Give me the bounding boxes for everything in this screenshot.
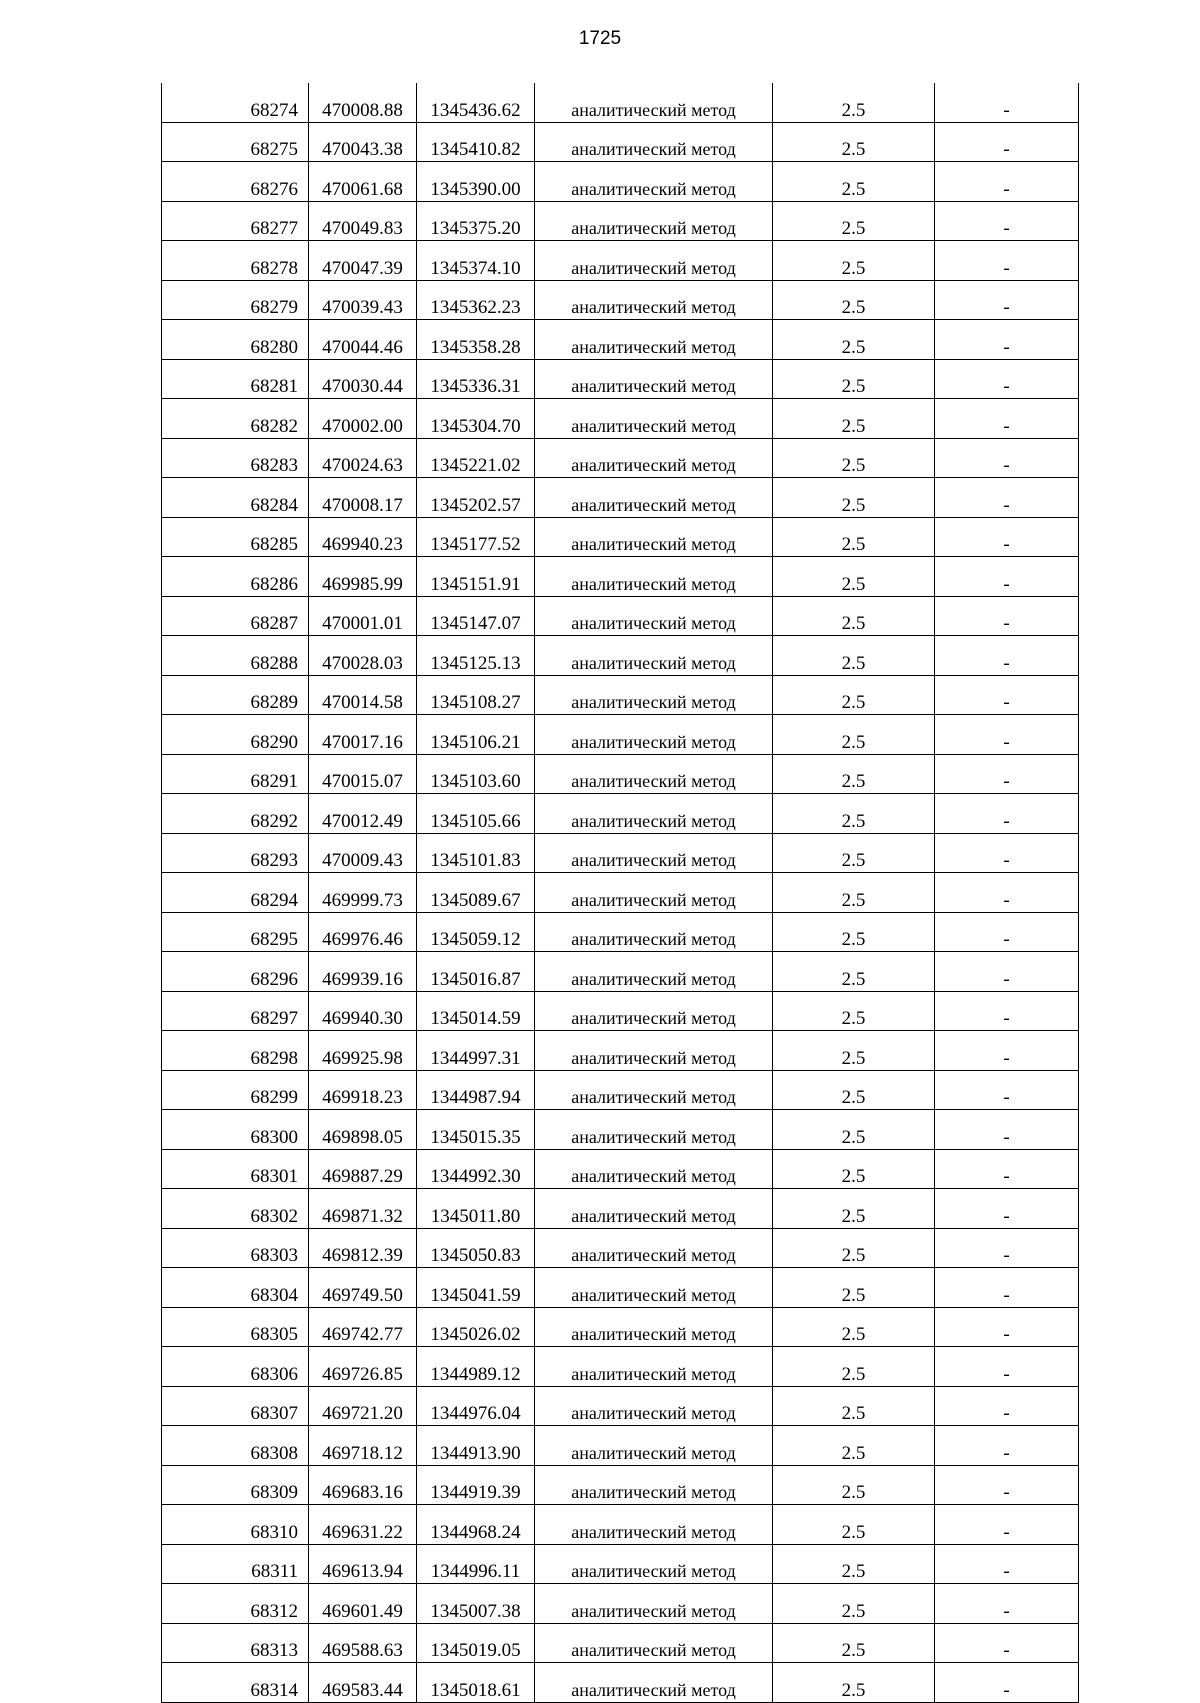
table-row (162, 557, 1079, 597)
y-coordinate-cell: 1345147.07 (417, 596, 535, 636)
note-cell: - (935, 1189, 1079, 1229)
table-row (162, 1189, 1079, 1229)
accuracy-cell: 2.5 (773, 162, 935, 202)
accuracy-cell: 2.5 (773, 1465, 935, 1505)
accuracy-cell: 2.5 (773, 320, 935, 360)
accuracy-cell: 2.5 (773, 1110, 935, 1150)
x-coordinate-cell: 470061.68 (309, 162, 417, 202)
table-row (162, 201, 1079, 241)
method-cell: аналитический метод (535, 1426, 773, 1466)
x-coordinate-cell: 470047.39 (309, 241, 417, 281)
accuracy-cell: 2.5 (773, 794, 935, 834)
accuracy-cell: 2.5 (773, 636, 935, 676)
x-coordinate-cell: 469726.85 (309, 1347, 417, 1387)
table-row (162, 873, 1079, 913)
x-coordinate-cell: 469613.94 (309, 1544, 417, 1584)
coordinates-table (161, 83, 1079, 1703)
method-cell: аналитический метод (535, 1110, 773, 1150)
accuracy-cell: 2.5 (773, 873, 935, 913)
y-coordinate-cell: 1345016.87 (417, 952, 535, 992)
y-coordinate-cell: 1345011.80 (417, 1189, 535, 1229)
y-coordinate-cell: 1345050.83 (417, 1228, 535, 1268)
point-number-cell: 68286 (162, 557, 309, 597)
method-cell: аналитический метод (535, 596, 773, 636)
accuracy-cell: 2.5 (773, 952, 935, 992)
x-coordinate-cell: 469683.16 (309, 1465, 417, 1505)
x-coordinate-cell: 469812.39 (309, 1228, 417, 1268)
y-coordinate-cell: 1345436.62 (417, 83, 535, 122)
y-coordinate-cell: 1345041.59 (417, 1268, 535, 1308)
table-row (162, 675, 1079, 715)
point-number-cell: 68303 (162, 1228, 309, 1268)
point-number-cell: 68312 (162, 1584, 309, 1624)
table-row (162, 320, 1079, 360)
table-row (162, 1347, 1079, 1387)
accuracy-cell: 2.5 (773, 833, 935, 873)
table-row (162, 754, 1079, 794)
accuracy-cell: 2.5 (773, 1544, 935, 1584)
x-coordinate-cell: 469918.23 (309, 1070, 417, 1110)
note-cell: - (935, 399, 1079, 439)
method-cell: аналитический метод (535, 833, 773, 873)
point-number-cell: 68299 (162, 1070, 309, 1110)
accuracy-cell: 2.5 (773, 1584, 935, 1624)
point-number-cell: 68304 (162, 1268, 309, 1308)
note-cell: - (935, 715, 1079, 755)
table-row (162, 1307, 1079, 1347)
point-number-cell: 68280 (162, 320, 309, 360)
note-cell: - (935, 280, 1079, 320)
table-row (162, 1228, 1079, 1268)
table-row (162, 1505, 1079, 1545)
point-number-cell: 68309 (162, 1465, 309, 1505)
accuracy-cell: 2.5 (773, 122, 935, 162)
y-coordinate-cell: 1345390.00 (417, 162, 535, 202)
point-number-cell: 68288 (162, 636, 309, 676)
table-row (162, 280, 1079, 320)
point-number-cell: 68298 (162, 1031, 309, 1071)
note-cell: - (935, 162, 1079, 202)
method-cell: аналитический метод (535, 1623, 773, 1663)
method-cell: аналитический метод (535, 912, 773, 952)
point-number-cell: 68276 (162, 162, 309, 202)
x-coordinate-cell: 469887.29 (309, 1149, 417, 1189)
note-cell: - (935, 1544, 1079, 1584)
note-cell: - (935, 1426, 1079, 1466)
note-cell: - (935, 438, 1079, 478)
method-cell: аналитический метод (535, 1347, 773, 1387)
accuracy-cell: 2.5 (773, 201, 935, 241)
note-cell: - (935, 952, 1079, 992)
point-number-cell: 68279 (162, 280, 309, 320)
note-cell: - (935, 833, 1079, 873)
table-row (162, 833, 1079, 873)
x-coordinate-cell: 469999.73 (309, 873, 417, 913)
table-row (162, 162, 1079, 202)
y-coordinate-cell: 1345019.05 (417, 1623, 535, 1663)
accuracy-cell: 2.5 (773, 359, 935, 399)
y-coordinate-cell: 1345374.10 (417, 241, 535, 281)
accuracy-cell: 2.5 (773, 557, 935, 597)
method-cell: аналитический метод (535, 83, 773, 122)
accuracy-cell: 2.5 (773, 1663, 935, 1703)
y-coordinate-cell: 1345221.02 (417, 438, 535, 478)
note-cell: - (935, 1110, 1079, 1150)
table-row (162, 1663, 1079, 1703)
table-row (162, 1465, 1079, 1505)
table-row (162, 1031, 1079, 1071)
accuracy-cell: 2.5 (773, 1386, 935, 1426)
note-cell: - (935, 1663, 1079, 1703)
y-coordinate-cell: 1344987.94 (417, 1070, 535, 1110)
accuracy-cell: 2.5 (773, 675, 935, 715)
accuracy-cell: 2.5 (773, 1307, 935, 1347)
point-number-cell: 68278 (162, 241, 309, 281)
method-cell: аналитический метод (535, 675, 773, 715)
x-coordinate-cell: 469939.16 (309, 952, 417, 992)
point-number-cell: 68307 (162, 1386, 309, 1426)
table-row (162, 1149, 1079, 1189)
y-coordinate-cell: 1345108.27 (417, 675, 535, 715)
method-cell: аналитический метод (535, 399, 773, 439)
table-row (162, 1110, 1079, 1150)
method-cell: аналитический метод (535, 122, 773, 162)
note-cell: - (935, 1623, 1079, 1663)
method-cell: аналитический метод (535, 1465, 773, 1505)
note-cell: - (935, 320, 1079, 360)
accuracy-cell: 2.5 (773, 1070, 935, 1110)
method-cell: аналитический метод (535, 1149, 773, 1189)
point-number-cell: 68291 (162, 754, 309, 794)
note-cell: - (935, 122, 1079, 162)
accuracy-cell: 2.5 (773, 478, 935, 518)
point-number-cell: 68295 (162, 912, 309, 952)
x-coordinate-cell: 469718.12 (309, 1426, 417, 1466)
y-coordinate-cell: 1345362.23 (417, 280, 535, 320)
table-row (162, 952, 1079, 992)
y-coordinate-cell: 1345202.57 (417, 478, 535, 518)
accuracy-cell: 2.5 (773, 1228, 935, 1268)
note-cell: - (935, 794, 1079, 834)
note-cell: - (935, 241, 1079, 281)
method-cell: аналитический метод (535, 794, 773, 834)
point-number-cell: 68283 (162, 438, 309, 478)
method-cell: аналитический метод (535, 557, 773, 597)
accuracy-cell: 2.5 (773, 596, 935, 636)
x-coordinate-cell: 469588.63 (309, 1623, 417, 1663)
note-cell: - (935, 1505, 1079, 1545)
point-number-cell: 68310 (162, 1505, 309, 1545)
point-number-cell: 68277 (162, 201, 309, 241)
method-cell: аналитический метод (535, 1544, 773, 1584)
note-cell: - (935, 83, 1079, 122)
x-coordinate-cell: 470015.07 (309, 754, 417, 794)
table-row (162, 399, 1079, 439)
point-number-cell: 68311 (162, 1544, 309, 1584)
y-coordinate-cell: 1345007.38 (417, 1584, 535, 1624)
table-row (162, 794, 1079, 834)
accuracy-cell: 2.5 (773, 241, 935, 281)
y-coordinate-cell: 1345106.21 (417, 715, 535, 755)
y-coordinate-cell: 1345089.67 (417, 873, 535, 913)
y-coordinate-cell: 1345177.52 (417, 517, 535, 557)
note-cell: - (935, 912, 1079, 952)
table-row (162, 1544, 1079, 1584)
note-cell: - (935, 1070, 1079, 1110)
x-coordinate-cell: 469601.49 (309, 1584, 417, 1624)
point-number-cell: 68302 (162, 1189, 309, 1229)
x-coordinate-cell: 470039.43 (309, 280, 417, 320)
x-coordinate-cell: 469749.50 (309, 1268, 417, 1308)
method-cell: аналитический метод (535, 1031, 773, 1071)
note-cell: - (935, 1149, 1079, 1189)
table-row (162, 1426, 1079, 1466)
x-coordinate-cell: 469925.98 (309, 1031, 417, 1071)
point-number-cell: 68289 (162, 675, 309, 715)
point-number-cell: 68296 (162, 952, 309, 992)
note-cell: - (935, 636, 1079, 676)
method-cell: аналитический метод (535, 1307, 773, 1347)
point-number-cell: 68292 (162, 794, 309, 834)
method-cell: аналитический метод (535, 1505, 773, 1545)
table-row (162, 359, 1079, 399)
table-row (162, 1268, 1079, 1308)
note-cell: - (935, 1465, 1079, 1505)
table-row (162, 438, 1079, 478)
note-cell: - (935, 1228, 1079, 1268)
x-coordinate-cell: 469631.22 (309, 1505, 417, 1545)
note-cell: - (935, 1386, 1079, 1426)
y-coordinate-cell: 1344989.12 (417, 1347, 535, 1387)
point-number-cell: 68290 (162, 715, 309, 755)
table-row (162, 912, 1079, 952)
accuracy-cell: 2.5 (773, 1268, 935, 1308)
point-number-cell: 68282 (162, 399, 309, 439)
method-cell: аналитический метод (535, 991, 773, 1031)
point-number-cell: 68308 (162, 1426, 309, 1466)
x-coordinate-cell: 469742.77 (309, 1307, 417, 1347)
y-coordinate-cell: 1345375.20 (417, 201, 535, 241)
method-cell: аналитический метод (535, 1386, 773, 1426)
y-coordinate-cell: 1345026.02 (417, 1307, 535, 1347)
table-row (162, 83, 1079, 122)
y-coordinate-cell: 1345304.70 (417, 399, 535, 439)
table-row (162, 1623, 1079, 1663)
method-cell: аналитический метод (535, 1268, 773, 1308)
table-row (162, 1584, 1079, 1624)
page-number: 1725 (578, 28, 622, 49)
x-coordinate-cell: 469721.20 (309, 1386, 417, 1426)
method-cell: аналитический метод (535, 873, 773, 913)
note-cell: - (935, 478, 1079, 518)
table-row (162, 1070, 1079, 1110)
y-coordinate-cell: 1344919.39 (417, 1465, 535, 1505)
table-row (162, 715, 1079, 755)
y-coordinate-cell: 1344997.31 (417, 1031, 535, 1071)
accuracy-cell: 2.5 (773, 991, 935, 1031)
accuracy-cell: 2.5 (773, 1189, 935, 1229)
note-cell: - (935, 873, 1079, 913)
method-cell: аналитический метод (535, 1228, 773, 1268)
accuracy-cell: 2.5 (773, 517, 935, 557)
note-cell: - (935, 991, 1079, 1031)
method-cell: аналитический метод (535, 162, 773, 202)
accuracy-cell: 2.5 (773, 1031, 935, 1071)
x-coordinate-cell: 469976.46 (309, 912, 417, 952)
x-coordinate-cell: 469940.23 (309, 517, 417, 557)
y-coordinate-cell: 1345410.82 (417, 122, 535, 162)
method-cell: аналитический метод (535, 517, 773, 557)
x-coordinate-cell: 469985.99 (309, 557, 417, 597)
x-coordinate-cell: 470008.88 (309, 83, 417, 122)
note-cell: - (935, 675, 1079, 715)
point-number-cell: 68281 (162, 359, 309, 399)
y-coordinate-cell: 1344976.04 (417, 1386, 535, 1426)
method-cell: аналитический метод (535, 952, 773, 992)
method-cell: аналитический метод (535, 280, 773, 320)
note-cell: - (935, 201, 1079, 241)
point-number-cell: 68306 (162, 1347, 309, 1387)
accuracy-cell: 2.5 (773, 1505, 935, 1545)
note-cell: - (935, 1268, 1079, 1308)
accuracy-cell: 2.5 (773, 1426, 935, 1466)
table-row (162, 636, 1079, 676)
method-cell: аналитический метод (535, 1189, 773, 1229)
table-row (162, 241, 1079, 281)
x-coordinate-cell: 470049.83 (309, 201, 417, 241)
y-coordinate-cell: 1345358.28 (417, 320, 535, 360)
method-cell: аналитический метод (535, 1663, 773, 1703)
x-coordinate-cell: 470024.63 (309, 438, 417, 478)
y-coordinate-cell: 1345015.35 (417, 1110, 535, 1150)
y-coordinate-cell: 1345101.83 (417, 833, 535, 873)
y-coordinate-cell: 1345014.59 (417, 991, 535, 1031)
point-number-cell: 68284 (162, 478, 309, 518)
accuracy-cell: 2.5 (773, 280, 935, 320)
y-coordinate-cell: 1345125.13 (417, 636, 535, 676)
y-coordinate-cell: 1344968.24 (417, 1505, 535, 1545)
method-cell: аналитический метод (535, 1584, 773, 1624)
note-cell: - (935, 1307, 1079, 1347)
method-cell: аналитический метод (535, 754, 773, 794)
point-number-cell: 68285 (162, 517, 309, 557)
x-coordinate-cell: 469583.44 (309, 1663, 417, 1703)
x-coordinate-cell: 470044.46 (309, 320, 417, 360)
accuracy-cell: 2.5 (773, 754, 935, 794)
note-cell: - (935, 1031, 1079, 1071)
accuracy-cell: 2.5 (773, 83, 935, 122)
table-row (162, 596, 1079, 636)
y-coordinate-cell: 1345103.60 (417, 754, 535, 794)
note-cell: - (935, 557, 1079, 597)
method-cell: аналитический метод (535, 320, 773, 360)
accuracy-cell: 2.5 (773, 912, 935, 952)
y-coordinate-cell: 1345018.61 (417, 1663, 535, 1703)
x-coordinate-cell: 469871.32 (309, 1189, 417, 1229)
accuracy-cell: 2.5 (773, 399, 935, 439)
table-row (162, 122, 1079, 162)
x-coordinate-cell: 470030.44 (309, 359, 417, 399)
accuracy-cell: 2.5 (773, 1347, 935, 1387)
point-number-cell: 68293 (162, 833, 309, 873)
point-number-cell: 68294 (162, 873, 309, 913)
point-number-cell: 68314 (162, 1663, 309, 1703)
y-coordinate-cell: 1345059.12 (417, 912, 535, 952)
method-cell: аналитический метод (535, 478, 773, 518)
note-cell: - (935, 517, 1079, 557)
table-row (162, 517, 1079, 557)
method-cell: аналитический метод (535, 201, 773, 241)
table-row (162, 1386, 1079, 1426)
note-cell: - (935, 1347, 1079, 1387)
x-coordinate-cell: 470009.43 (309, 833, 417, 873)
point-number-cell: 68297 (162, 991, 309, 1031)
note-cell: - (935, 359, 1079, 399)
accuracy-cell: 2.5 (773, 438, 935, 478)
y-coordinate-cell: 1345151.91 (417, 557, 535, 597)
table-row (162, 478, 1079, 518)
x-coordinate-cell: 470008.17 (309, 478, 417, 518)
note-cell: - (935, 596, 1079, 636)
x-coordinate-cell: 470014.58 (309, 675, 417, 715)
method-cell: аналитический метод (535, 438, 773, 478)
x-coordinate-cell: 470017.16 (309, 715, 417, 755)
x-coordinate-cell: 469898.05 (309, 1110, 417, 1150)
x-coordinate-cell: 470012.49 (309, 794, 417, 834)
point-number-cell: 68313 (162, 1623, 309, 1663)
y-coordinate-cell: 1345105.66 (417, 794, 535, 834)
x-coordinate-cell: 469940.30 (309, 991, 417, 1031)
x-coordinate-cell: 470001.01 (309, 596, 417, 636)
point-number-cell: 68274 (162, 83, 309, 122)
table-body (162, 83, 1079, 1702)
method-cell: аналитический метод (535, 1070, 773, 1110)
x-coordinate-cell: 470028.03 (309, 636, 417, 676)
method-cell: аналитический метод (535, 359, 773, 399)
note-cell: - (935, 1584, 1079, 1624)
y-coordinate-cell: 1344913.90 (417, 1426, 535, 1466)
table-row (162, 991, 1079, 1031)
point-number-cell: 68301 (162, 1149, 309, 1189)
x-coordinate-cell: 470043.38 (309, 122, 417, 162)
point-number-cell: 68305 (162, 1307, 309, 1347)
method-cell: аналитический метод (535, 241, 773, 281)
point-number-cell: 68300 (162, 1110, 309, 1150)
y-coordinate-cell: 1345336.31 (417, 359, 535, 399)
y-coordinate-cell: 1344996.11 (417, 1544, 535, 1584)
note-cell: - (935, 754, 1079, 794)
point-number-cell: 68275 (162, 122, 309, 162)
accuracy-cell: 2.5 (773, 1623, 935, 1663)
x-coordinate-cell: 470002.00 (309, 399, 417, 439)
y-coordinate-cell: 1344992.30 (417, 1149, 535, 1189)
accuracy-cell: 2.5 (773, 1149, 935, 1189)
method-cell: аналитический метод (535, 636, 773, 676)
method-cell: аналитический метод (535, 715, 773, 755)
accuracy-cell: 2.5 (773, 715, 935, 755)
point-number-cell: 68287 (162, 596, 309, 636)
